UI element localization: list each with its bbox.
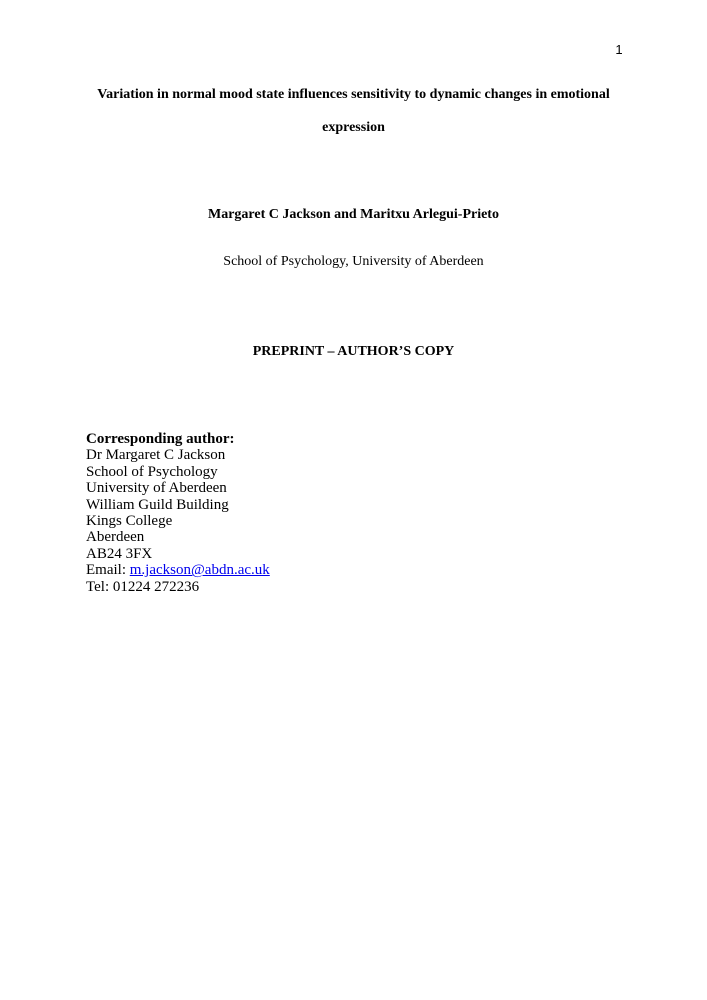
corresponding-author-heading: Corresponding author: xyxy=(86,431,235,447)
contact-university: University of Aberdeen xyxy=(86,480,227,497)
contact-name: Dr Margaret C Jackson xyxy=(86,447,226,464)
corresponding-author-block xyxy=(86,431,270,595)
paper-title-line-2: expression xyxy=(322,120,385,135)
contact-postcode: AB24 3FX xyxy=(86,545,153,562)
paper-title-line-1: Variation in normal mood state influences sensitivity to dynamic changes in emotional xyxy=(97,87,610,102)
email-label: Email: xyxy=(86,562,130,579)
preprint-notice: PREPRINT – AUTHOR’S COPY xyxy=(252,344,455,359)
contact-telephone: Tel: 01224 272236 xyxy=(86,578,200,595)
contact-college: Kings College xyxy=(86,513,173,530)
contact-city: Aberdeen xyxy=(86,529,145,546)
author-list: Margaret C Jackson and Maritxu Arlegui-Prieto xyxy=(208,207,499,222)
contact-department: School of Psychology xyxy=(86,463,218,480)
contact-building: William Guild Building xyxy=(86,496,229,513)
page-number: 1 xyxy=(615,42,623,57)
email-link[interactable]: m.jackson@abdn.ac.uk xyxy=(129,562,270,579)
affiliation: School of Psychology, University of Aberdeen xyxy=(223,254,484,269)
contact-email-line xyxy=(86,562,270,578)
